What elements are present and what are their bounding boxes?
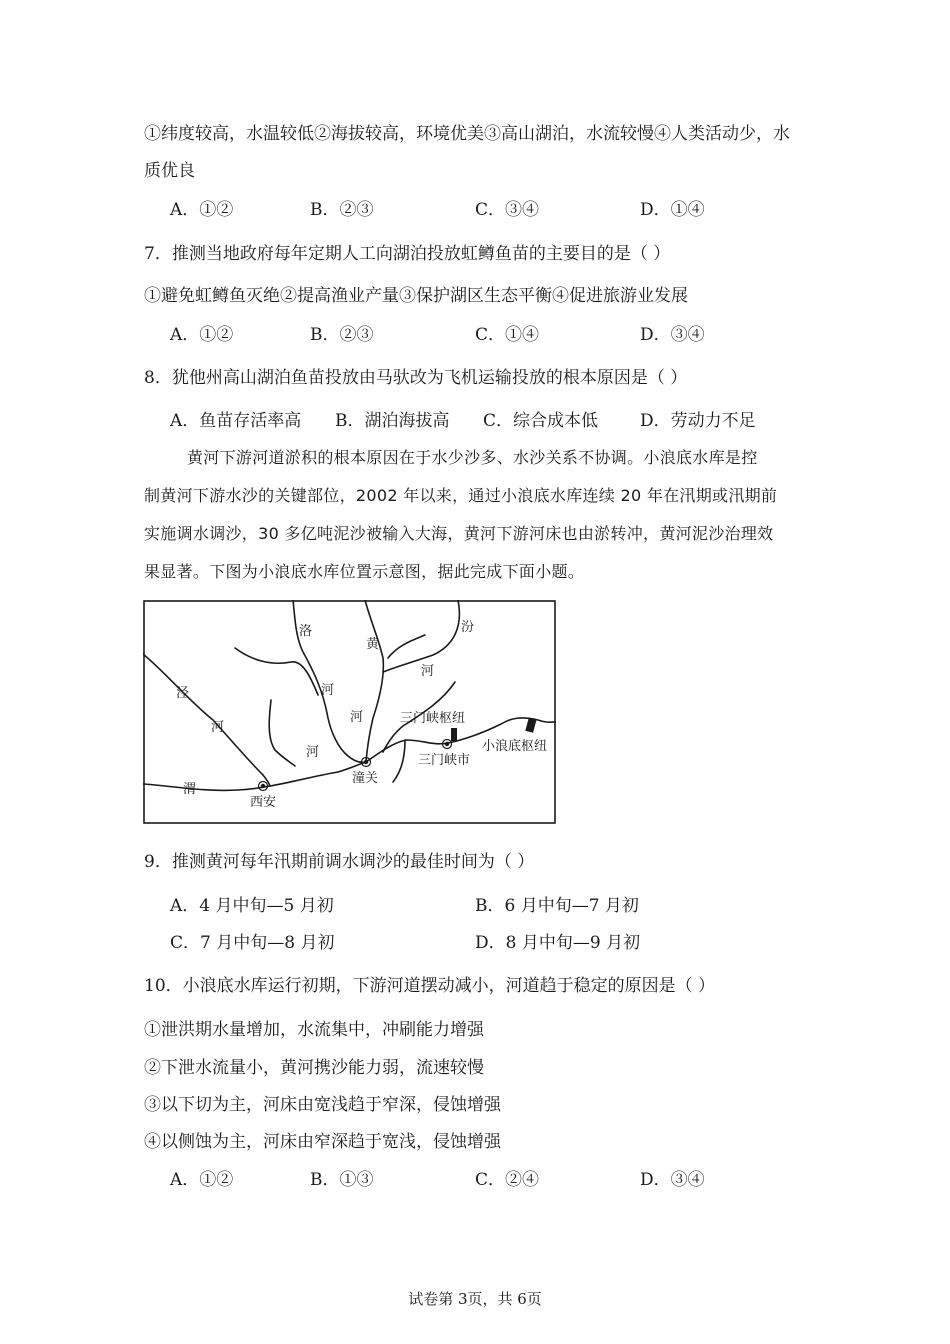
q10-question: 10．小浪底水库运行初期，下游河道摆动减小，河道趋于稳定的原因是（ ） (144, 976, 716, 996)
q9-option-c: C．7 月中旬—8 月初 (170, 933, 335, 953)
q10-statement-3: ③以下切为主，河床由宽浅趋于窄深，侵蚀增强 (144, 1095, 501, 1115)
label-fen: 汾 (461, 620, 475, 635)
q8-question: 8．犹他州高山湖泊鱼苗投放由马驮改为飞机运输投放的根本原因是（ ） (144, 368, 688, 388)
q7-question: 7．推测当地政府每年定期人工向湖泊投放虹鳟鱼苗的主要目的是（ ） (144, 244, 671, 264)
label-xian: 西安 (250, 795, 277, 810)
q7-option-a: A．①② (170, 325, 234, 345)
q7-option-c: C．①④ (475, 325, 540, 345)
q6-option-d: D．①④ (640, 200, 705, 220)
q9-question: 9．推测黄河每年汛期前调水调沙的最佳时间为（ ） (144, 852, 535, 872)
label-huang: 黄 (366, 637, 380, 652)
xiaolangdi-location-map (143, 600, 556, 824)
sanmenxia-dam-marker (451, 728, 457, 741)
label-he-wei: 河 (306, 745, 320, 760)
q8-option-d: D．劳动力不足 (640, 411, 756, 431)
q10-option-a: A．①② (170, 1170, 234, 1190)
q9-option-d: D．8 月中旬—9 月初 (475, 933, 641, 953)
q10-option-b: B．①③ (310, 1170, 374, 1190)
q7-option-b: B．②③ (310, 325, 374, 345)
q6-option-b: B．②③ (310, 200, 374, 220)
q10-option-d: D．③④ (640, 1170, 705, 1190)
q6-option-c: C．③④ (475, 200, 540, 220)
label-he-luo1: 河 (321, 683, 335, 698)
q6-statement-line2: 质优良 (144, 161, 195, 181)
q8-option-a: A．鱼苗存活率高 (170, 411, 302, 431)
passage-line-3: 实施调水调沙，30 多亿吨泥沙被输入大海，黄河下游河床也由淤转冲，黄河泥沙治理效 (144, 524, 774, 543)
q10-option-c: C．②④ (475, 1170, 540, 1190)
label-sanmenxia-dam: 三门峡枢纽 (400, 711, 466, 726)
label-he-luo2: 河 (350, 710, 364, 725)
q10-statement-1: ①泄洪期水量增加，水流集中，冲刷能力增强 (144, 1020, 484, 1040)
q9-option-b: B．6 月中旬—7 月初 (475, 896, 639, 916)
q9-option-a: A．4 月中旬—5 月初 (170, 896, 334, 916)
label-he-fen: 河 (421, 664, 435, 679)
passage-line-2: 制黄河下游水沙的关键部位，2002 年以来，通过小浪底水库连续 20 年在汛期或汛期前 (144, 486, 778, 505)
label-luo: 洛 (299, 624, 313, 639)
q7-statement: ①避免虹鳟鱼灭绝②提高渔业产量③保护湖区生态平衡④促进旅游业发展 (144, 286, 688, 306)
q8-option-c: C．综合成本低 (483, 411, 599, 431)
q6-option-a: A．①② (170, 200, 234, 220)
label-sanmenxia-city: 三门峡市 (418, 753, 471, 768)
label-xiaolangdi-dam: 小浪底枢纽 (482, 739, 548, 754)
q10-statement-2: ②下泄水流量小，黄河携沙能力弱，流速较慢 (144, 1058, 484, 1078)
page-footer: 试卷第 3页，共 6页 (408, 1290, 542, 1308)
label-wei: 渭 (183, 782, 197, 797)
passage-line-4: 果显著。下图为小浪底水库位置示意图，据此完成下面小题。 (144, 562, 585, 581)
label-jing: 泾 (176, 686, 190, 701)
q7-option-d: D．③④ (640, 325, 705, 345)
q6-statement-line1: ①纬度较高，水温较低②海拔较高，环境优美③高山湖泊，水流较慢④人类活动少，水 (144, 124, 790, 144)
label-he-jing: 河 (211, 720, 225, 735)
passage-line-1: 黄河下游河道淤积的根本原因在于水少沙多、水沙关系不协调。小浪底水库是控 (187, 448, 758, 467)
q8-option-b: B．湖泊海拔高 (335, 411, 450, 431)
q10-statement-4: ④以侧蚀为主，河床由窄深趋于宽浅，侵蚀增强 (144, 1132, 501, 1152)
label-tongguan: 潼关 (352, 771, 379, 786)
